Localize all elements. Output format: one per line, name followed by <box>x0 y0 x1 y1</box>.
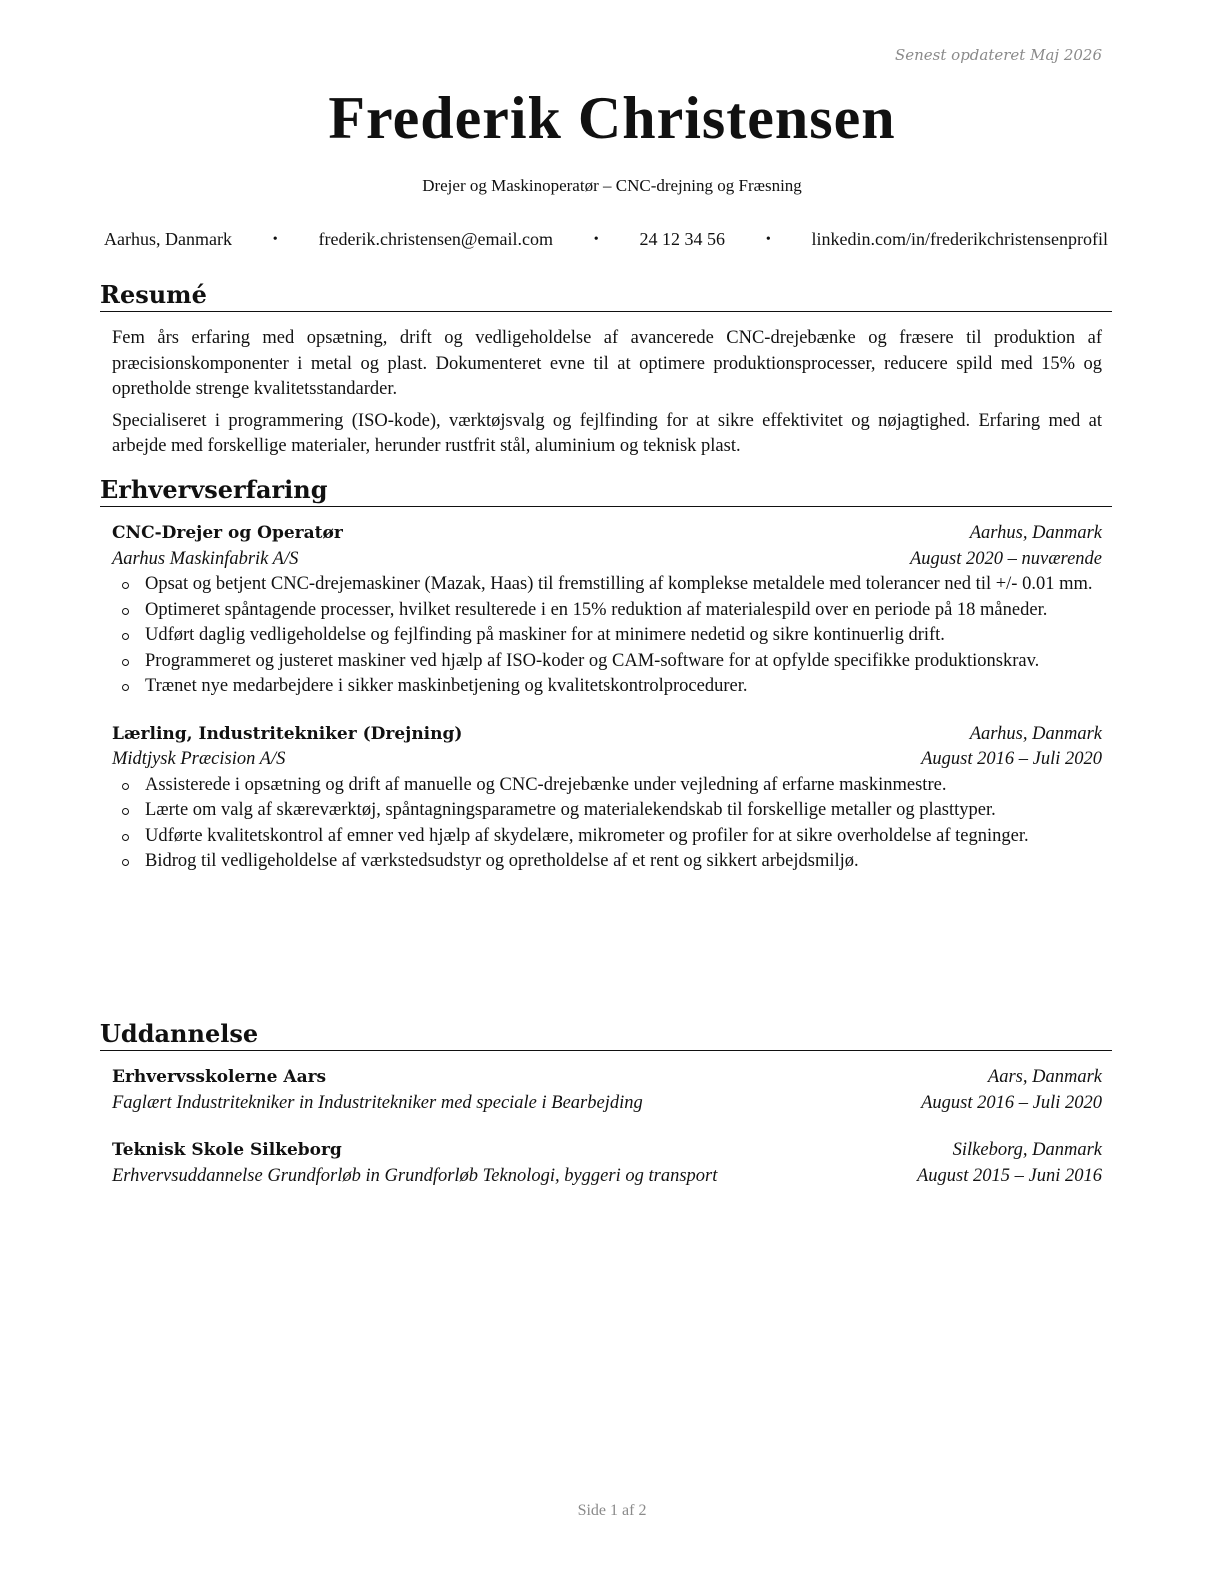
list-item <box>112 674 1102 700</box>
list-item <box>112 798 1102 824</box>
section-heading-experience: Erhvervserfaring <box>100 476 1112 507</box>
list-item <box>112 824 1102 850</box>
bullet-circle-icon <box>122 582 129 589</box>
list-item <box>112 572 1102 598</box>
section-heading-education: Uddannelse <box>100 1020 1112 1051</box>
list-item-text: Trænet nye medarbejdere i sikker maskinbetjening og kvalitetskontrolprocedurer. <box>145 676 748 696</box>
list-item-text: Opsat og betjent CNC-drejemaskiner (Mazak, Haas) til fremstilling af komplekse metaldele med tolerancer ned til +/- 0.01 mm. <box>145 574 1093 594</box>
list-item <box>112 598 1102 624</box>
job-entry <box>112 722 1102 875</box>
job-role: Lærling, Industritekniker (Drejning) <box>112 723 463 744</box>
education-entry <box>112 1065 1102 1116</box>
bullet-circle-icon <box>122 684 129 691</box>
list-item-text: Lærte om valg af skæreværktøj, spåntagningsparametre og materialekendskab til forskellige metaller og plasttyper. <box>145 800 996 820</box>
page-number: Side 1 af 2 <box>577 1502 647 1519</box>
job-header <box>112 722 1102 748</box>
contact-phone: 24 12 34 56 <box>639 229 726 249</box>
education-subheader <box>112 1164 1102 1190</box>
degree: Erhvervsuddannelse Grundforløb in Grundforløb Teknologi, byggeri og transport <box>112 1165 718 1186</box>
bullet-circle-icon <box>122 783 129 790</box>
list-item-text: Optimeret spåntagende processer, hvilket resulterede i en 15% reduktion af materialespild over en periode på 18 måneder. <box>145 599 1048 620</box>
education-entry <box>112 1138 1102 1189</box>
bullet-circle-icon <box>122 633 129 640</box>
last-updated-note: Senest opdateret Maj 2026 <box>894 46 1102 64</box>
school-location: Aars, Danmark <box>987 1067 1102 1087</box>
school-location: Silkeborg, Danmark <box>952 1140 1102 1160</box>
list-item <box>112 623 1102 649</box>
candidate-name: Frederik Christensen <box>328 85 896 151</box>
list-item-text: Programmeret og justeret maskiner ved hjælp af ISO-koder og CAM-software for at opfylde specifikke produktionskrav. <box>145 650 1040 671</box>
job-dates: August 2020 – nuværende <box>909 548 1102 569</box>
list-item <box>112 849 1102 875</box>
job-company: Aarhus Maskinfabrik A/S <box>112 548 299 569</box>
summary-paragraph: Fem års erfaring med opsætning, drift og vedligeholdelse af avancerede CNC-drejebænke og fræsere til produktion af præcisionskomponenter i metal og plast. Dokumenteret evne til at optimere produktionsprocesser, reducere spild med 15% og opretholde strenge kvalitetsstandarder. <box>112 328 1102 399</box>
education-subheader <box>112 1091 1102 1117</box>
job-entry <box>112 521 1102 700</box>
job-role: CNC-Drejer og Operatør <box>112 523 343 543</box>
experience-section <box>100 476 1112 875</box>
bullet-circle-icon <box>122 659 129 666</box>
education-section <box>100 1020 1112 1189</box>
bullet-circle-icon <box>122 608 129 615</box>
summary-paragraph: Specialiseret i programmering (ISO-kode), værktøjsvalg og fejlfinding for at sikre effektivitet og nøjagtighed. Erfaring med at arbejde med forskellige materialer, herunder rustfrit stål, aluminium og teknisk plast. <box>112 410 1102 456</box>
job-dates: August 2016 – Juli 2020 <box>921 749 1102 769</box>
job-header <box>112 521 1102 547</box>
job-subheader <box>112 547 1102 573</box>
job-location: Aarhus, Danmark <box>969 523 1102 543</box>
list-item-text: Bidrog til vedligeholdelse af værkstedsudstyr og opretholdelse af et rent og sikkert arbejdsmiljø. <box>145 851 859 871</box>
section-heading-summary: Resumé <box>100 281 1112 312</box>
summary-section <box>100 281 1112 460</box>
education-dates: August 2016 – Juli 2020 <box>921 1092 1102 1113</box>
education-dates: August 2015 – Juni 2016 <box>917 1165 1102 1186</box>
bullet-circle-icon <box>122 808 129 815</box>
contact-location: Aarhus, Danmark <box>104 229 232 249</box>
list-item-text: Udført daglig vedligeholdelse og fejlfinding på maskiner for at minimere nedetid og sikre kontinuerlig drift. <box>145 625 945 645</box>
job-bullet-list <box>112 773 1102 875</box>
summary-body <box>112 326 1102 460</box>
job-bullet-list <box>112 572 1102 700</box>
list-item <box>112 649 1102 675</box>
separator-bullet: • <box>272 231 278 247</box>
contact-line <box>104 229 1108 250</box>
degree: Faglært Industritekniker in Industritekniker med speciale i Bearbejding <box>112 1092 643 1113</box>
list-item <box>112 773 1102 799</box>
education-header <box>112 1138 1102 1164</box>
contact-email[interactable]: frederik.christensen@email.com <box>318 229 553 249</box>
bullet-circle-icon <box>122 859 129 866</box>
separator-bullet: • <box>593 231 599 247</box>
separator-bullet: • <box>765 231 771 247</box>
job-location: Aarhus, Danmark <box>969 723 1102 744</box>
contact-linkedin[interactable]: linkedin.com/in/frederikchristensenprofil <box>811 229 1108 249</box>
list-item-text: Udførte kvalitetskontrol af emner ved hjælp af skydelære, mikrometer og profiler for at sikre overholdelse af tegninger. <box>145 825 1029 846</box>
school-name: Teknisk Skole Silkeborg <box>112 1140 342 1160</box>
bullet-circle-icon <box>122 834 129 841</box>
professional-title: Drejer og Maskinoperatør – CNC-drejning og Fræsning <box>422 176 802 195</box>
school-name: Erhvervsskolerne Aars <box>112 1067 327 1087</box>
job-subheader <box>112 747 1102 773</box>
job-company: Midtjysk Præcision A/S <box>112 749 286 769</box>
education-header <box>112 1065 1102 1091</box>
list-item-text: Assisterede i opsætning og drift af manuelle og CNC-drejebænke under vejledning af erfarne maskinmestre. <box>145 774 947 795</box>
